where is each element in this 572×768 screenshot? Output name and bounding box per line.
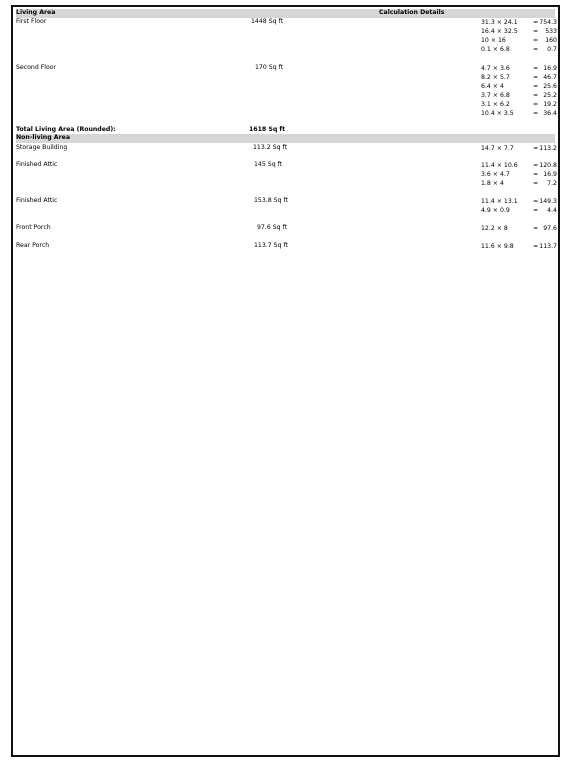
calc-val: 160 xyxy=(545,37,557,44)
calc-row xyxy=(481,170,559,179)
calc-expr: 16.4 × 32.5 xyxy=(481,28,518,35)
calc-val: 533 xyxy=(545,28,557,35)
calc-eq: = xyxy=(533,19,539,26)
calc-row xyxy=(481,206,559,215)
calc-eq: = xyxy=(533,171,539,178)
calc-eq: = xyxy=(533,225,539,232)
row-area-finished-attic: 145 Sq ft xyxy=(254,161,283,168)
calc-val: 120.8 xyxy=(539,162,557,169)
calc-row xyxy=(481,179,559,188)
calc-expr: 1.8 × 4 xyxy=(481,180,504,187)
calc-expr: 4.9 × 0.9 xyxy=(481,207,510,214)
living-area-header: Living Area xyxy=(16,9,56,16)
calc-expr: 4.7 × 3.6 xyxy=(481,65,510,72)
row-area-front-porch: 97.6 Sq ft xyxy=(257,224,288,231)
calc-expr: 3.6 × 4.7 xyxy=(481,171,510,178)
row-name-rear-porch: Rear Porch xyxy=(16,242,50,249)
row-area-finished-attic: 153.8 Sq ft xyxy=(254,197,288,204)
calc-val: 149.3 xyxy=(539,198,557,205)
calc-expr: 3.7 × 6.8 xyxy=(481,92,510,99)
calc-row xyxy=(481,27,559,36)
row-name-front-porch: Front Porch xyxy=(16,224,51,231)
row-name-finished-attic: Finished Attic xyxy=(16,197,58,204)
calc-expr: 3.1 × 6.2 xyxy=(481,101,510,108)
calc-row xyxy=(481,224,559,233)
calc-row xyxy=(481,73,559,82)
row-name-second-floor: Second Floor xyxy=(16,64,57,71)
calc-row xyxy=(481,144,559,153)
calc-eq: = xyxy=(533,83,539,90)
row-area-rear-porch: 113.7 Sq ft xyxy=(254,242,288,249)
row-area-storage-building: 113.2 Sq ft xyxy=(253,144,287,151)
calc-eq: = xyxy=(533,198,539,205)
calc-val: 97.6 xyxy=(543,225,557,232)
calculation-details-header: Calculation Details xyxy=(379,9,445,16)
calc-row xyxy=(481,18,559,27)
non-living-area-header: Non-living Area xyxy=(16,134,70,141)
calc-eq: = xyxy=(533,162,539,169)
calc-eq: = xyxy=(533,92,539,99)
calc-val: 25.2 xyxy=(543,92,557,99)
row-area-second-floor: 170 Sq ft xyxy=(255,64,284,71)
calc-row xyxy=(481,64,559,73)
calc-val: 25.6 xyxy=(543,83,557,90)
calc-expr: 12.2 × 8 xyxy=(481,225,508,232)
row-area-first-floor: 1448 Sq ft xyxy=(251,18,284,25)
calc-val: 16.9 xyxy=(543,65,557,72)
calc-expr: 8.2 × 5.7 xyxy=(481,74,510,81)
calc-val: 36.4 xyxy=(543,110,557,117)
total-living-area-label: Total Living Area (Rounded): xyxy=(16,126,116,133)
calc-eq: = xyxy=(533,110,539,117)
calc-val: 46.7 xyxy=(543,74,557,81)
calc-row xyxy=(481,109,559,118)
calc-row xyxy=(481,82,559,91)
row-name-finished-attic: Finished Attic xyxy=(16,161,58,168)
calc-row xyxy=(481,36,559,45)
row-name-first-floor: First Floor xyxy=(16,18,47,25)
calc-val: 19.2 xyxy=(543,101,557,108)
calc-val: 4.4 xyxy=(547,207,557,214)
living-area-header-bar xyxy=(16,9,555,18)
calc-eq: = xyxy=(533,145,539,152)
calc-expr: 10 × 16 xyxy=(481,37,506,44)
calc-row xyxy=(481,242,559,251)
calc-expr: 31.3 × 24.1 xyxy=(481,19,518,26)
calc-eq: = xyxy=(533,28,539,35)
calc-eq: = xyxy=(533,37,539,44)
calc-val: 7.2 xyxy=(547,180,557,187)
calc-expr: 14.7 × 7.7 xyxy=(481,145,514,152)
calc-val: 0.7 xyxy=(547,46,557,53)
calc-eq: = xyxy=(533,46,539,53)
calc-val: 113.2 xyxy=(539,145,557,152)
calc-expr: 0.1 × 6.8 xyxy=(481,46,510,53)
calc-row xyxy=(481,45,559,54)
calc-val: 16.9 xyxy=(543,171,557,178)
calc-val: 754.3 xyxy=(539,19,557,26)
non-living-area-header-bar xyxy=(16,134,555,143)
calc-row xyxy=(481,91,559,100)
calc-row xyxy=(481,161,559,170)
calc-eq: = xyxy=(533,243,539,250)
calc-expr: 10.4 × 3.5 xyxy=(481,110,514,117)
calc-expr: 6.4 × 4 xyxy=(481,83,504,90)
calc-eq: = xyxy=(533,74,539,81)
calc-eq: = xyxy=(533,65,539,72)
calc-expr: 11.4 × 13.1 xyxy=(481,198,518,205)
calc-eq: = xyxy=(533,180,539,187)
calc-eq: = xyxy=(533,207,539,214)
total-living-area-value: 1618 Sq ft xyxy=(249,126,286,133)
calc-expr: 11.6 × 9.8 xyxy=(481,243,514,250)
calc-eq: = xyxy=(533,101,539,108)
calc-val: 113.7 xyxy=(539,243,557,250)
calc-row xyxy=(481,100,559,109)
row-name-storage-building: Storage Building xyxy=(16,144,68,151)
calc-expr: 11.4 × 10.6 xyxy=(481,162,518,169)
area-calculation-page xyxy=(11,5,560,757)
calc-row xyxy=(481,197,559,206)
